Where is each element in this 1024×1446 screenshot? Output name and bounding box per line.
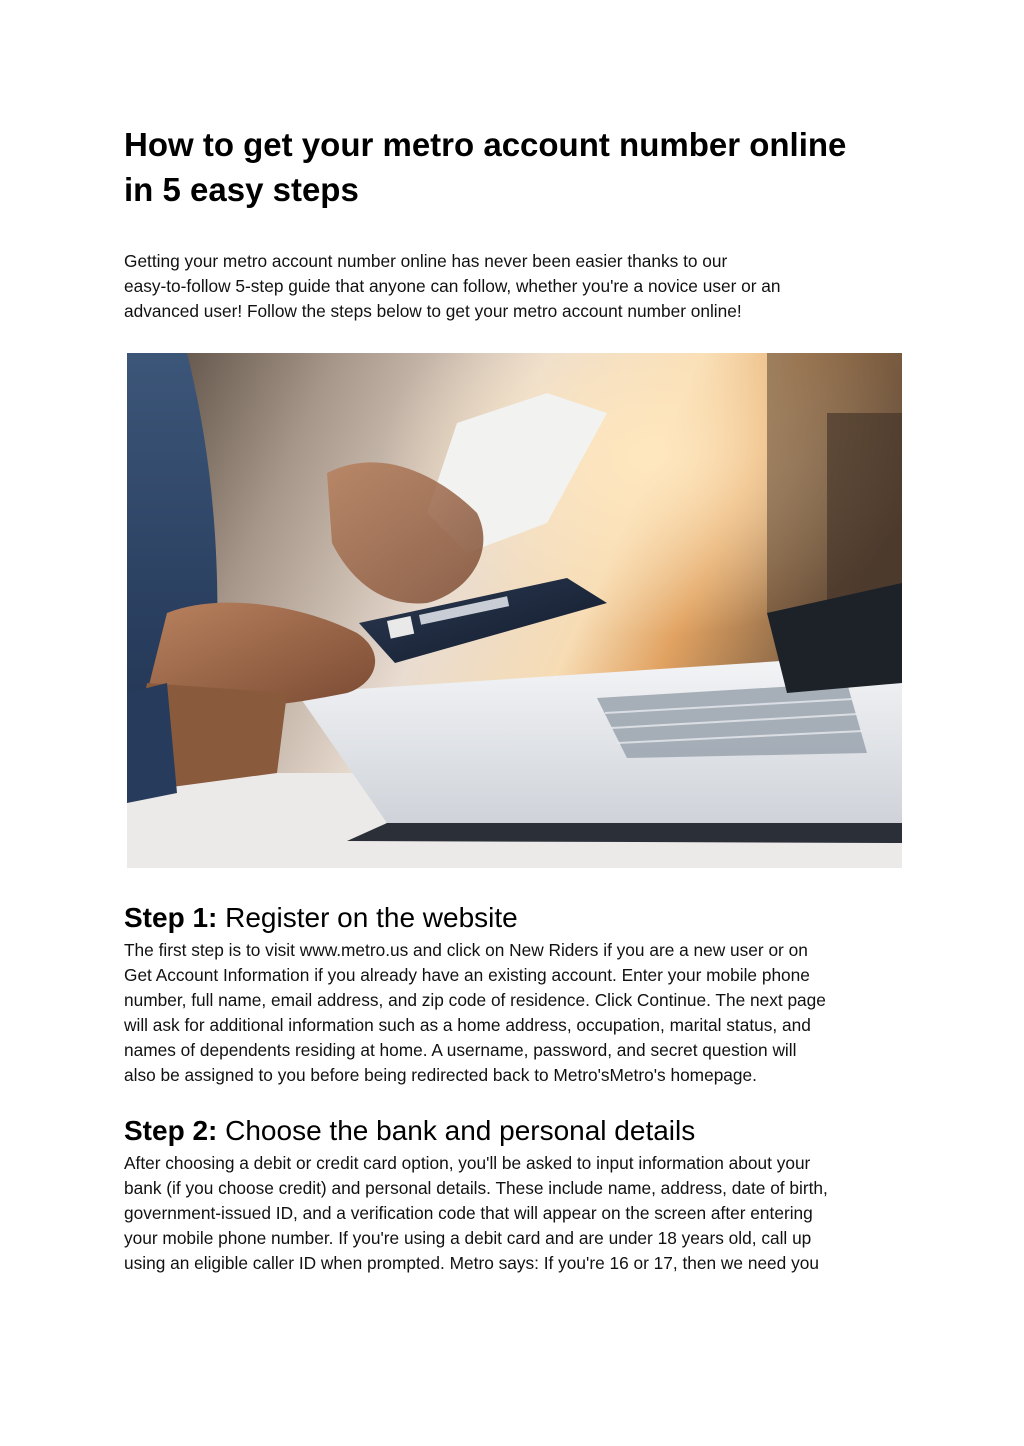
title-line-1: How to get your metro account number online (124, 126, 847, 163)
hero-image (127, 353, 902, 868)
intro-line: easy-to-follow 5-step guide that anyone can follow, whether you're a novice user or an (124, 276, 781, 296)
step-2-line: After choosing a debit or credit card option, you'll be asked to input information about your (124, 1153, 811, 1173)
step-1-line: names of dependents residing at home. A username, password, and secret question will (124, 1040, 797, 1060)
step-2-line: government-issued ID, and a verification code that will appear on the screen after entering (124, 1203, 813, 1223)
page-title (124, 122, 904, 212)
step-2-line: using an eligible caller ID when prompted. Metro says: If you're 16 or 17, then we need you (124, 1253, 819, 1273)
step-1-line: number, full name, email address, and zip code of residence. Click Continue. The next page (124, 990, 826, 1010)
step-1-line: Get Account Information if you already have an existing account. Enter your mobile phone (124, 965, 810, 985)
intro-paragraph (124, 249, 864, 324)
step-2-label: Step 2: (124, 1115, 218, 1146)
credit-card-photo-icon (127, 353, 902, 868)
step-2-line: your mobile phone number. If you're using a debit card and are under 18 years old, call up (124, 1228, 812, 1248)
step-1-line: will ask for additional information such as a home address, occupation, marital status, and (124, 1015, 811, 1035)
step-1-line: also be assigned to you before being redirected back to Metro'sMetro's homepage. (124, 1065, 757, 1085)
step-1-line: The first step is to visit www.metro.us and click on New Riders if you are a new user or on (124, 940, 808, 960)
step-1-title: Register on the website (225, 902, 518, 933)
intro-line: Getting your metro account number online has never been easier thanks to our (124, 251, 728, 271)
title-line-2: in 5 easy steps (124, 171, 359, 208)
intro-line: advanced user! Follow the steps below to get your metro account number online! (124, 301, 742, 321)
step-1-heading (124, 901, 518, 935)
step-1-body (124, 938, 904, 1088)
step-2-body (124, 1151, 904, 1276)
step-2-heading (124, 1114, 695, 1148)
step-2-line: bank (if you choose credit) and personal details. These include name, address, date of birth, (124, 1178, 828, 1198)
step-2-title: Choose the bank and personal details (225, 1115, 696, 1146)
step-1-label: Step 1: (124, 902, 218, 933)
